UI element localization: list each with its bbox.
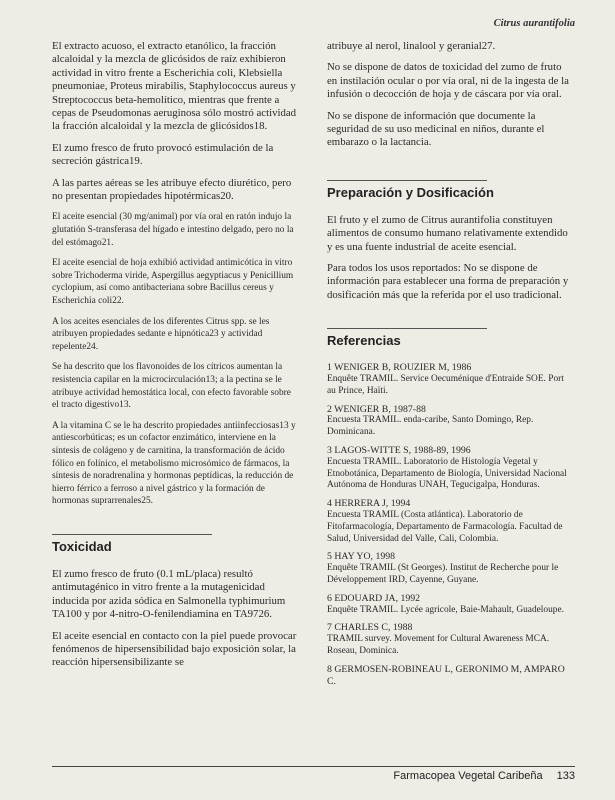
reference-source: Enquête TRAMIL. Lycée agricole, Baie-Mahault, Guadeloupe. <box>327 604 564 615</box>
reference-item <box>327 622 573 657</box>
body-paragraph: El aceite esencial en contacto con la piel puede provocar fenómenos de hipersensibilidad bajo exposición solar, la reacción hipersensibilizante se <box>52 629 297 669</box>
reference-source: Enquête TRAMIL. Service Oecuménique d'Entraide SOE. Port au Prince, Haïti. <box>327 374 564 396</box>
reference-item <box>327 664 573 688</box>
body-paragraph: El aceite esencial (30 mg/animal) por vía oral en ratón indujo la glutatión S-transferasa del hígado e intestino delgado, pero no la del estómago21. <box>52 212 294 248</box>
body-paragraph: No se dispone de datos de toxicidad del zumo de fruto en instilación ocular o por vía oral, ni de la ingesta de la infusión o decocción de hoja y de cáscara por vía oral. <box>327 61 569 101</box>
reference-author: 8 GERMOSEN-ROBINEAU L, GERONIMO M, AMPARO C. <box>327 663 565 687</box>
reference-item <box>327 404 573 439</box>
running-head: Citrus aurantifolia <box>493 18 575 29</box>
page-number: 133 <box>556 770 575 782</box>
reference-source: Enquête TRAMIL (St Georges). Institut de Recherche pour le Développement IRD, Cayenne, Guyane. <box>327 563 559 586</box>
reference-author: 5 HAY YO, 1998 <box>327 551 396 563</box>
section-rule <box>327 180 487 181</box>
reference-author: 3 LAGOS-WITTE S, 1988-89, 1996 <box>327 445 471 457</box>
reference-source: Encuesta TRAMIL. Laboratorio de Histología Vegetal y Etnobotánica, Departamento de Biología, Universidad Nacional Autónoma de Honduras UNAH, Tegucigalpa, Honduras. <box>327 456 567 491</box>
left-column <box>52 40 298 678</box>
footer <box>393 770 575 782</box>
body-paragraph: A la vitamina C se le ha descrito propiedades antiinfecciosas13 y antiescorbúticas; es un cofactor enzimático, interviene en la síntesis de colágeno y de carnitina, la transformación de ácido fólico en folínico, el metabolismo microsómico de fármacos, la síntesis de noradrenalina y hormonas peptídicas, la reducción de hierro férrico a ferroso a nivel gástrico y la formación de hormonas suprarrenales25. <box>52 420 296 507</box>
body-paragraph: Se ha descrito que los flavonoides de los cítricos aumentan la resistencia capilar en la microcirculación13; a la pectina se le atribuye actividad hemostática local, con efecto favorable sobre el tracto digestivo13. <box>52 362 291 411</box>
body-paragraph: El fruto y el zumo de Citrus aurantifolia constituyen alimentos de consumo humano relativamente extendido y es una fuente industrial de aceite esencial. <box>327 213 568 253</box>
reference-item <box>327 362 573 397</box>
body-paragraph: A las partes aéreas se les atribuye efecto diurético, pero no presentan propiedades hipotérmicas20. <box>52 176 292 203</box>
reference-item <box>327 445 573 492</box>
reference-source: Encuesta TRAMIL. enda-caribe, Santo Domingo, Rep. Dominicana. <box>327 415 534 438</box>
reference-author: 7 CHARLES C, 1988 <box>327 622 413 634</box>
body-paragraph: El zumo fresco de fruto provocó estimulación de la secreción gástrica19. <box>52 141 274 168</box>
footer-rule <box>52 766 575 767</box>
toxicity-heading: Toxicidad <box>52 538 112 554</box>
preparation-heading: Preparación y Dosificación <box>327 184 494 200</box>
reference-author: 1 WENIGER B, ROUZIER M, 1986 <box>327 362 472 374</box>
body-paragraph: El extracto acuoso, el extracto etanólico, la fracción alcaloidal y la mezcla de glicósidos de raíz exhibieron actividad in vitro frente a Escherichia coli, Klebsiella pneumoniae, Proteus mirabilis, Staphylococcus aureus y Streptococcus beta-hemolítico, mientras que frente a cepas de Pseudomonas aeruginosa sólo mostró actividad la fracción alcaloidal y la mezcla de glicósidos18. <box>52 40 297 133</box>
body-paragraph: El zumo fresco de fruto (0.1 mL/placa) resultó antimutagénico in vitro frente a la mutagenicidad inducida por azida sódica en Salmonella typhimurium TA100 y por 4-nitro-O-fenilendiamina en TA9726. <box>52 567 286 621</box>
footer-title: Farmacopea Vegetal Caribeña <box>393 770 543 782</box>
reference-item <box>327 593 573 617</box>
reference-item <box>327 498 573 545</box>
right-column <box>327 40 573 693</box>
body-paragraph: No se dispone de información que documente la seguridad de su uso medicinal en niños, durante el embarazo o la lactancia. <box>327 109 545 149</box>
body-paragraph: atribuye al nerol, linalool y geranial27. <box>327 40 496 52</box>
reference-author: 4 HERRERA J, 1994 <box>327 498 411 510</box>
section-rule <box>327 328 487 329</box>
reference-item <box>327 551 573 586</box>
reference-author: 6 EDOUARD JA, 1992 <box>327 592 421 604</box>
reference-source: TRAMIL survey. Movement for Cultural Awareness MCA. Roseau, Dominica. <box>327 634 550 657</box>
body-paragraph: Para todos los usos reportados: No se dispone de información para establecer una forma de preparación y dosificación más que la referida por el uso tradicional. <box>327 262 569 301</box>
body-paragraph: A los aceites esenciales de los diferentes Citrus spp. se les atribuyen propiedades sedante e hipnótica23 y actividad repelente24. <box>52 316 270 352</box>
body-paragraph: El aceite esencial de hoja exhibió actividad antimicótica in vitro sobre Trichoderma viride, Aspergillus aegyptiacus y Penicillium cyclopium, así como antibacteriana sobre Bacillus cereus y Escherichia coli22. <box>52 258 294 307</box>
reference-source: Encuesta TRAMIL (Costa atlántica). Laboratorio de Fitofarmacología, Departamento de Farmacología. Facultad de Salud, Universidad del Valle, Cali, Colombia. <box>327 510 563 544</box>
section-rule <box>52 534 212 535</box>
references-heading: Referencias <box>327 333 401 349</box>
reference-author: 2 WENIGER B, 1987-88 <box>327 403 426 415</box>
